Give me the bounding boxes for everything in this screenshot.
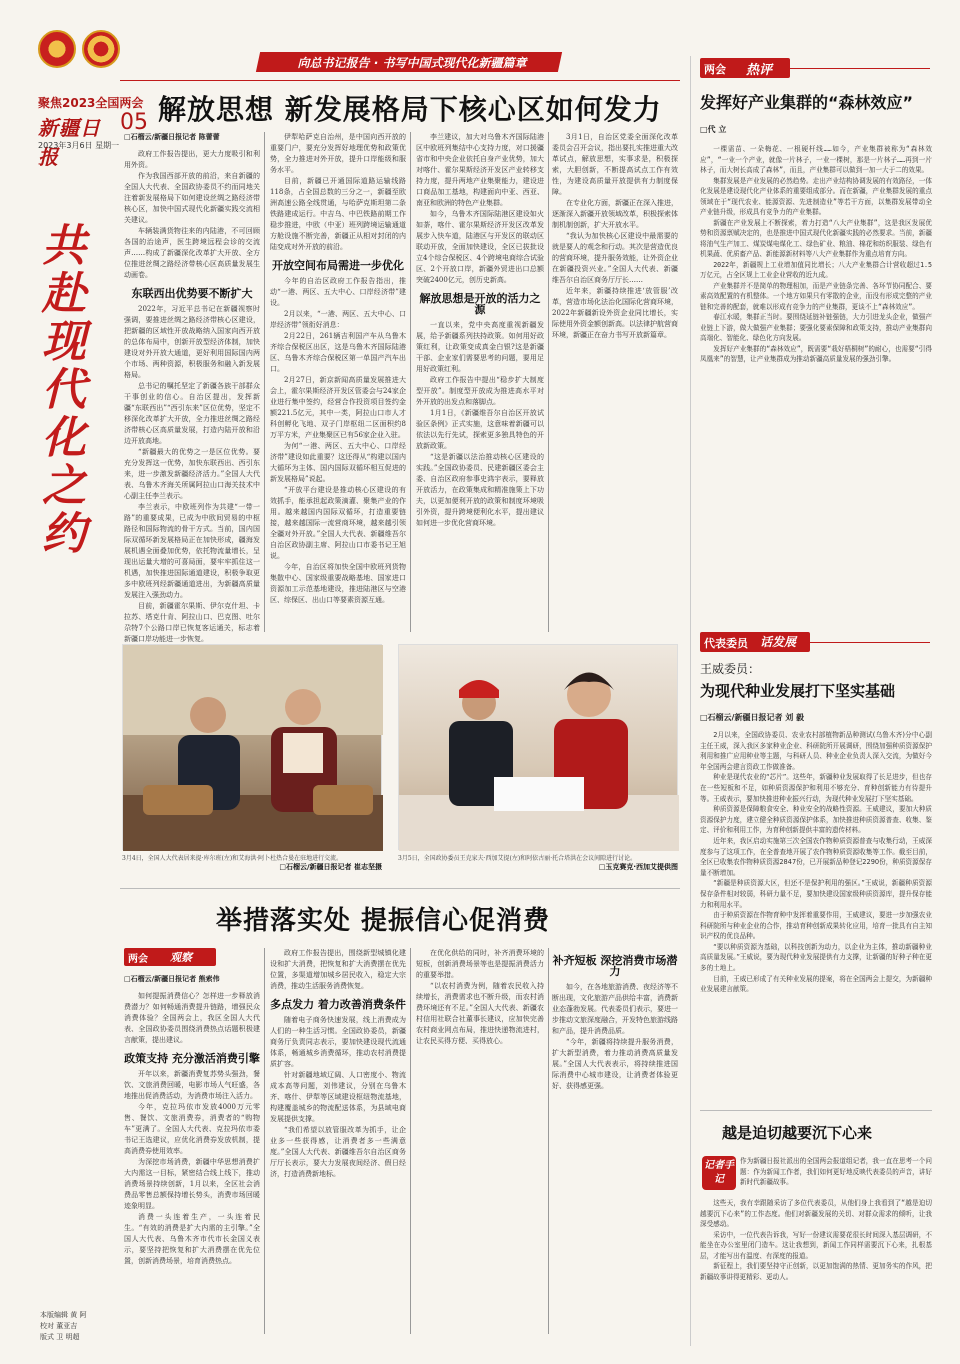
article1-byline: □石榴云/新疆日报记者 陈蕾蕾 xyxy=(124,133,220,141)
paragraph: “要以种质资源为基础，以科技创新为动力，以企业为主体，推动新疆种业高质量发展。”王威说，要为现代种业发展提供有力支撑，让新疆的好种子种在更多的土地上。 xyxy=(700,942,932,973)
article2-rule xyxy=(120,888,680,889)
paragraph: “开放平台建设是推动核心区建设的有效抓手，能承担起政策滴灌、聚集产业的作用。越来越国内国际双循环，打造重要链接，越来越国际一流营商环境，越来越引领全疆对外开放。”全国人大代表、新疆维吾尔自治区政协副主席、阿拉山口市委书记王旭说。 xyxy=(270,486,406,560)
paragraph: “这是新疆以法治推动核心区建设的实践。”全国政协委员、民建新疆区委会主委、自治区政府参事史鸿宇表示，要释放开放活力，在政策集成和精准施策上下功夫，以更加便利开放的政策和制度环境吸引外资，提升跨境便利化水平，提出建议如何进一步优化营商环境。 xyxy=(416,453,544,527)
article2-byline: □石榴云/新疆日报记者 熊索伟 xyxy=(124,975,220,983)
paragraph: 种业是现代农业的“芯片”。这些年，新疆种业发展取得了长足进步，但也存在一些短板和不足，如种质资源保护和利用不够充分、育种创新能力有待提升等。王威表示，要加快推进种业振兴行动，为现代种业发展打下坚实基础。 xyxy=(700,773,932,803)
proof-credit: 校对 董亚吉 xyxy=(40,1322,78,1330)
photo-credit: □玉克赛克·西加艾提供图 xyxy=(598,863,678,871)
paragraph: 这些天，我有幸跟随采访了多位代表委员，从他们身上我看到了“越是迫切越要沉下心来”的工作态度。他们对新疆发展的关切、对群众需求的倾听，让我深受感动。 xyxy=(700,1199,932,1228)
article2-headline: 举措落实处 提振信心促消费 xyxy=(216,906,551,936)
editor-credit: 本版编辑 黄 阿 xyxy=(40,1311,87,1319)
paragraph: 2022年，新疆规上工业增加值同比增长；八大产业集群合计营收超过1.5万亿元，占全区规上工业企业营收的近九成。 xyxy=(700,260,932,279)
article2-col3 xyxy=(416,948,544,1334)
paragraph: 伊犁哈萨克自治州，是中国向西开放的重要门户，要充分发挥好地理优势和政策优势，全力推进对外开放，提升口岸能级和服务水平。 xyxy=(270,133,406,174)
paragraph: 集群发展是产业发展的必然趋势。走出产业结构协调发展的有效路径，一体化发展是建设现代化产业体系的重要组成部分。而在新疆，产业集群发展的重点领域在于“现代农业、能源资源、先进制造业”等若干方面，以集群发展带动全产业链升级，形成具有竞争力的产业集群。 xyxy=(700,176,932,216)
caption-text: 3月4日，全国人大代表居来提·库尔班(左)和艾海洪·阿卜杜热合曼在驻地进行交流。 xyxy=(122,855,343,862)
paragraph: 3月1日，自治区党委全面深化改革委员会召开会议，指出要扎实推进重大改革试点，解放思想，实事求是，积极探索，大胆创新，不断提高试点工作有效性，为建设高质量开放提供有力制度保障。 xyxy=(552,133,678,196)
paragraph: 为深挖市场消费，新疆中华思想消费扩大内需这一目标，紧密结合线上线下，推动消费场景持续创新，1月以来，全区社会消费品零售总额保持增长势头，消费市场回暖迹象明显。 xyxy=(124,1158,260,1210)
tag-label: 两会 xyxy=(704,63,726,76)
paragraph: 近年来，我区启动实施第三次全国农作物种质资源普查与收集行动，王威深度参与了这项工作，在全普查地开展了农作物种质资源收集等工作。截至目前，全区已收集农作物种质资源2847份，已开展新品种登记2290份，种质资源保存量不断增加。 xyxy=(700,836,932,877)
paragraph: 2月以来，全国政协委员、农业农村部植物新品种测试(乌鲁木齐)分中心副主任王威，深入我区多家种业企业、科研院所开展调研，围绕加强种质资源保护利用和推广应用种业等主题，与科研人员、种业企业负责人深入交流，为做好今年全国两会建言资政工作做准备。 xyxy=(700,731,932,771)
paragraph: 总书记的嘱托坚定了新疆各族干部群众干事创业的信心。自治区提出，发挥新疆“东联西出”“西引东来”区位优势，坚定不移深化改革扩大开放，全力推进丝绸之路经济带核心区高质量发展，打造内陆开放和沿边开放高地。 xyxy=(124,382,260,445)
subheading: 政策支持 充分激活消费引擎 xyxy=(124,1052,260,1065)
right3-body xyxy=(700,1156,932,1346)
tag-label: 代表委员 xyxy=(704,637,748,650)
paragraph: “以农村消费为例，随着农民收入持续增长，消费需求也不断升级，而农村消费环境还有不足。”全国人大代表、新疆农村信用社联合社董事长建议，应加快完善农村商业网点布局，推进快递物流进村，让农民买得方便、买得放心。 xyxy=(416,982,544,1045)
article2-tag xyxy=(124,948,216,966)
photo-credit: □石榴云/新疆日报记者 崔志坚摄 xyxy=(279,863,382,871)
masthead xyxy=(0,0,148,210)
paragraph: “新疆是种质资源大区，但还不是保护利用的强区。”王威说，新疆种质资源保存条件相对较弱，科研力量不足，要加快建设国家级种质资源库，提升保存能力和利用水平。 xyxy=(700,879,932,909)
paragraph: 在专业化方面，新疆正在深入推进，逐渐深入新疆开放领域改革，积极探索体制机制创新，扩大开放水平。 xyxy=(552,199,678,229)
issue-date: 2023年3月6日 星期一 xyxy=(38,141,120,150)
right2-rule xyxy=(810,642,930,643)
paragraph: 2月以来，“一港、两区、五大中心、口岸经济带”领衔好消息： xyxy=(270,310,406,329)
paragraph: 今年，自治区将加快全国中欧班列货物集散中心、国家级重要战略基地、国家进口资源加工示范基地建设，推进陆港区与空港区、综保区、出山口等要素资源互通。 xyxy=(270,563,406,604)
paragraph: 由于种质资源在作物育种中发挥着重要作用，王威建议，要进一步加强农业科研院所与种业企业的合作，推动育种创新成果转化应用，培育一批具有自主知识产权的优良品种。 xyxy=(700,911,932,941)
paragraph: 一直以来，党中央高度重视新疆发展，给予新疆系列扶持政策。如何用好政策红利，让政策变成真金白银?这是新疆干部、企业家们需要思考的问题，要用足用好政策红利。 xyxy=(416,321,544,373)
paragraph: 政府工作报告提出，围绕新型城镇化建设和扩大消费，把恢复和扩大消费摆在优先位置，多渠道增加城乡居民收入，稳定大宗消费，推动生活服务消费恢复。 xyxy=(270,949,406,990)
column-divider xyxy=(264,948,265,1334)
right3-rule xyxy=(700,1110,932,1111)
paragraph: “我们希望以放管服改革为抓手，让企业多一些获得感，让消费者多一些满意度。”全国人大代表、新疆维吾尔自治区商务厅厅长表示，要大力发展夜间经济、假日经济，打造消费新地标。 xyxy=(270,1126,406,1178)
right1-rule xyxy=(790,68,930,69)
footer-credits xyxy=(40,1310,120,1343)
cppcc-emblem-icon xyxy=(82,30,120,68)
paragraph: 为何“一港、两区、五大中心、口岸经济带”建设如此重要？这还得从“构建以国内大循环为主体、国内国际双循环相互促进的新发展格局”说起。 xyxy=(270,442,406,483)
photo-members-discussion xyxy=(398,644,678,850)
paragraph: 目前，新疆已开通国际道路运输线路118条，占全国总数的三分之一，新疆至欧洲高速公路全线贯通，与哈萨克斯坦第二条铁路建成运行。中吉乌、中巴铁路前期工作稳步推进，中欧（中亚）班列跨境运输通道方舱设施不断完善，新疆正从相对封闭的内陆变成对外开放的前沿。 xyxy=(270,177,406,251)
paragraph: 如何提振消费信心？怎样进一步释放消费潜力？如何畅通消费提升链路，增强民众消费体验？全国两会上，我区全国人大代表、全国政协委员围绕消费热点话题积极建言献策，提出建议。 xyxy=(124,992,260,1044)
column-divider xyxy=(410,948,411,1334)
article2-col1 xyxy=(124,974,260,1334)
photo2-caption xyxy=(398,854,678,872)
paragraph: 种质资源是保障粮食安全、种业安全的战略性资源。王威建议，要加大种质资源保护力度，建立健全种质资源保护体系，加快推进种质资源普查、收集、鉴定、评价和利用工作，为育种创新提供丰富的遗传材料。 xyxy=(700,805,932,835)
paragraph: 春江水暖，集群正当时。要围绕延链补链强链，大力引进龙头企业，做强产业链上下游，做大做强产业集群；要强化要素保障和政策支持，推动产业集群向高端化、智能化、绿色化方向发展。 xyxy=(700,313,932,342)
photo1-caption xyxy=(122,854,382,872)
article1-headline: 解放思想 新发展格局下核心区如何发力 xyxy=(158,93,662,126)
subheading: 补齐短板 深挖消费市场潜力 xyxy=(552,954,678,978)
subheading: 多点发力 着力改善消费条件 xyxy=(270,998,406,1011)
photo-illustration xyxy=(399,645,679,851)
paragraph: 作为我国西部开放的前沿，来自新疆的全国人大代表、全国政协委员不约而同地关注着新发展格局下如何建设丝绸之路经济带核心区，加快中国式现代化新疆实践交流相关建议。 xyxy=(124,172,260,224)
paragraph: 2月27日，新京新闻高质量发展推进大会上，霍尔果斯经济开发区管委会与24家企业进行集中签约，经营合作投资项目签约金额221.5亿元，其中一类，阿拉山口市人才科创孵化飞地、双子门岸枢纽二区面积约8万平方米，产业集聚区已有56家企业入驻。 xyxy=(270,376,406,439)
column-divider xyxy=(548,948,549,1334)
paragraph: 一棵需苗、一朵梅花、一根硬杆线……如今，产业集群被称为“森林效应”，“一业一个产业，就像一片林子，一业一棵树，那是一片林子……再到一片林子，而大树长高成了森林”，而且，产业集群可以做到一加一大于二的效果。 xyxy=(700,145,932,174)
design-credit: 版式 卫 明超 xyxy=(40,1333,80,1341)
article1-col2 xyxy=(270,132,406,632)
paragraph: 在优化供给的同时，补齐消费环境的短板，创新消费场景等也是提振消费活力的重要举措。 xyxy=(416,949,544,979)
paragraph: 2月22日，261辆吉利国产车从乌鲁木齐综合保税区出区，这是乌鲁木齐国际陆港区、乌鲁木齐综合保税区第一单国产汽车出口。 xyxy=(270,332,406,373)
photo-delegates-conversation xyxy=(122,644,382,850)
photo-illustration xyxy=(123,645,383,851)
subheading: 东联西出优势要不断扩大 xyxy=(131,287,253,300)
caption-text: 3月5日，全国政协委员王克家夫·西加艾提(左)和阿依古丽·托合塔洪在会议间隙进行讨论。 xyxy=(398,855,637,862)
paragraph: 近年来，新疆持续推进‘放管服’改革，营造市场化法治化国际化营商环境，2022年新疆新设外资企业同比增长，实际使用外资金额创新高。以法律护航营商环境，新疆正在奋力书写开放新篇章。 xyxy=(552,287,678,339)
subheading: 开放空间布局需进一步优化 xyxy=(272,259,404,272)
column-divider xyxy=(410,132,411,632)
paragraph: 2022年，习近平总书记在新疆视察时强调，要推进丝绸之路经济带核心区建设，把新疆的区域性开放战略纳入国家向西开放的总体布局中，创新开放型经济体制，加快建设对外开放大通道，更好利用国际国内两个市场、两种资源，积极服务和融入新发展格局。 xyxy=(124,305,260,379)
column-divider xyxy=(264,132,265,632)
right1-body xyxy=(700,144,932,614)
right2-byline: □石榴云/新疆日报记者 刘 毅 xyxy=(700,713,805,722)
paragraph: 目前，王威已形成了有关种业发展的提案，将在全国两会上提交，为新疆种业发展建言献策。 xyxy=(700,974,932,994)
column-divider xyxy=(548,132,549,632)
subheading: 解放思想是开放的活力之源 xyxy=(419,292,541,316)
paragraph: 目前，新疆霍尔果斯、伊尔克什坦、卡拉苏、塔克什肯、阿拉山口、巴克图、吐尔尕特7个公路口岸已恢复客运通关，标志着新疆口岸功能进一步恢复。 xyxy=(124,602,260,643)
banner-text: 向总书记报告 · 书写中国式现代化新疆篇章 xyxy=(297,56,527,70)
paragraph: 随着电子商务快速发展，线上消费成为人们的一种生活习惯。全国政协委员，新疆商务厅负责同志表示，要加快建设现代流通体系，畅通城乡消费循环，推动农村消费提质扩容。 xyxy=(270,1016,406,1068)
paragraph: 针对新疆地域辽阔、人口密度小、物流成本高等问题，刘伟建议，分别在乌鲁木齐、喀什、伊犁等区域建设枢纽物流基地，构建覆盖城乡的物流配送体系，为县域电商发展提供支撑。 xyxy=(270,1071,406,1123)
tag-label: 两会 xyxy=(128,954,148,965)
paragraph: 产业集群并不是简单的物理相加，而是产业链条完善、各环节协同配合、要素高效配置的有机整体。一个地方如果只有零散的企业，而没有形成完整的产业链和完善的配套，就难以形成有竞争力的产业集群，更谈不上“森林效应”。 xyxy=(700,281,932,311)
right1-author: □代 立 xyxy=(700,125,727,134)
badge-label: 记者手记 xyxy=(704,1160,734,1185)
paragraph: 新疆在产业发展上不断探索，着力打造“八大产业集群”，这是我区发展优势和资源禀赋决定的，也是推进中国式现代化新疆实践的必然要求。当前，新疆将油气生产加工、煤炭煤电煤化工、绿色矿业、粮油、棉花和纺织服装、绿色有机果蔬、优质畜产品、新能源新材料等八大产业集群作为重点培育方向。 xyxy=(700,218,932,258)
paragraph: 车辆装满货物往来的内陆港，不可回顾各国的治途声，医生跨境远程会诊的交流声……构成了新疆深化改革扩大开放、全方位推进丝绸之路经济带核心区高质量发展生动画卷。 xyxy=(124,227,260,279)
paragraph: “我认为加快核心区建设中最需要的就是要人的观念和行动。其次是营造优良的营商环境，提升服务效能，让外资企业在新疆投资兴业。”全国人大代表、新疆维吾尔自治区商务厅厅长…… xyxy=(552,232,678,284)
right2-kicker: 王威委员： xyxy=(700,662,761,676)
paragraph: 李兰建议，加大对乌鲁木齐国际陆港区中欧班列集结中心支持力度，对口援疆省市和中央企业依托自身产业优势，加大对喀什、霍尔果斯经济开发区产业转移支持力度，提升两地产业集聚能力，建设进口商品加工基地，构建面向中亚、西亚、南亚和欧洲的特色产业集群。 xyxy=(416,133,544,207)
paragraph: 今年的自治区政府工作报告指出，推动“一港、两区、五大中心、口岸经济带”建设。 xyxy=(270,277,406,307)
national-emblem-icon xyxy=(38,30,76,68)
paragraph: “新疆最大的优势之一是区位优势。要充分发挥这一优势，加快东联西出、西引东来，进一步激发新疆经济活力。”全国人大代表、乌鲁木齐海关所属阿拉山口海关技术中心副主任李兰表示。 xyxy=(124,448,260,500)
paragraph: 开年以来，新疆消费复苏势头强劲，餐饮、文旅消费回暖，电影市场人气旺盛，各地推出促消费活动，为消费市场注入活力。 xyxy=(124,1070,260,1100)
paper-name: 新疆日报 xyxy=(38,116,101,169)
right1-tag xyxy=(700,58,790,78)
paragraph: “今年，新疆将持续提升服务消费，扩大新型消费，着力推动消费高质量发展。”全国人大代表表示，将持续推进国际消费中心城市建设，让消费者体验更好、获得感更强。 xyxy=(552,1038,678,1090)
tag-label-script: 话发展 xyxy=(760,635,797,649)
paragraph: 李兰表示，中欧班列作为共建“一带一路”的重要成果，已成为中欧间贸易的中枢路径和国际物流的骨干方式。当前，国内国际双循环新发展格局正在加快形成，疆海发展机遇全面叠加优势，依托物流量增长，呈现出运量大增的可喜局面，要牢牢抓住这一机遇，加快推进国际通道建设，积极争取更多中欧班列经新疆通道进出，为新疆高质量发展注入强劲动力。 xyxy=(124,503,260,599)
paragraph: 今年，克拉玛依市发放4000万元零售、餐饮、文旅消费券，消费者的“购物车”更满了。全国人大代表、克拉玛依市委书记王选建议，应优化消费券发放机制，提高消费券使用效率。 xyxy=(124,1103,260,1155)
right2-title: 为现代种业发展打下坚实基础 xyxy=(700,682,896,700)
page-number: 05 xyxy=(120,110,148,135)
paragraph: 发挥好产业集群的“森林效应”，既需要“栽好梧桐树”的耐心，也需要“引得凤凰来”的智慧，让产业集群成为推动新疆高质量发展的强劲引擎。 xyxy=(700,344,932,363)
paragraph: 作为新疆日报社派出的全国两会报道组记者，我一直在思考一个问题：作为新闻工作者，我们如何更好地反映代表委员的声音，讲好新时代新疆故事。 xyxy=(740,1157,932,1186)
paragraph: 政府工作报告中提出“稳步扩大制度型开放”。制度型开放成为推进高水平对外开放的出发点和落脚点。 xyxy=(416,376,544,406)
article1-col4 xyxy=(552,132,678,632)
section-divider xyxy=(690,56,691,1346)
article1-col3 xyxy=(416,132,544,632)
banner-rule xyxy=(120,80,680,81)
right2-tag xyxy=(700,632,810,652)
paragraph: 采访中，一位代表告诉我，写好一份建议需要花很长时间深入基层调研，不能坐在办公室里闭门造车。这让我想到，新闻工作同样需要沉下心来，扎根基层，才能写出有温度、有深度的报道。 xyxy=(700,1230,932,1260)
vertical-slogan: 共赴现代化之约 xyxy=(34,222,85,558)
right3-title: 越是迫切越要沉下心来 xyxy=(722,1124,873,1142)
article2-col2 xyxy=(270,948,406,1334)
article2-col4 xyxy=(552,948,678,1334)
right2-body xyxy=(700,730,932,1102)
right1-title: 发挥好产业集群的“森林效应” xyxy=(700,93,914,112)
tag-label-script: 热评 xyxy=(746,63,773,78)
paragraph: 政府工作报告提出，更大力度吸引和利用外资。 xyxy=(124,150,260,169)
article1-col1 xyxy=(124,132,260,643)
paragraph: 1月1日，《新疆维吾尔自治区开放试验区条例》正式实施，这意味着新疆可以依法以先行先试，探索更多独具特色的开放新政策。 xyxy=(416,409,544,450)
paragraph: 如今，乌鲁木齐国际陆港区建设如火如荼，喀什、霍尔果斯经济开发区改革发展步入快车道，陆港区与开发区的联动区联动开放，全面加快建设，全区已拔批设立4个综合保税区、4个跨境电商综合试验区、2个开放口岸，新疆外贸进出口总额突破2400亿元，创历史新高。 xyxy=(416,210,544,284)
tag-label-script: 观察 xyxy=(170,951,192,964)
paragraph: 消费一头连着生产，一头连着民生。“有效的消费是扩大内需的主引擎。”全国人大代表、乌鲁木齐市代市长金国义表示，要坚持把恢复和扩大消费摆在优先位置，创新消费场景，培育消费热点。 xyxy=(124,1213,260,1265)
paragraph: 如今，在各地旅游消费、夜经济等不断出现，文化旅游产品供给丰富，消费新业态蓬勃发展。代表委员们表示，要进一步推动文旅深度融合，开发特色旅游线路和产品，提升消费品质。 xyxy=(552,983,678,1035)
focus-label: 聚焦2023全国两会 xyxy=(38,96,144,110)
paragraph: 新征程上，我们要坚持守正创新，以更加饱满的热情、更加务实的作风，把新疆故事讲得更精彩、更动人。 xyxy=(700,1262,932,1281)
